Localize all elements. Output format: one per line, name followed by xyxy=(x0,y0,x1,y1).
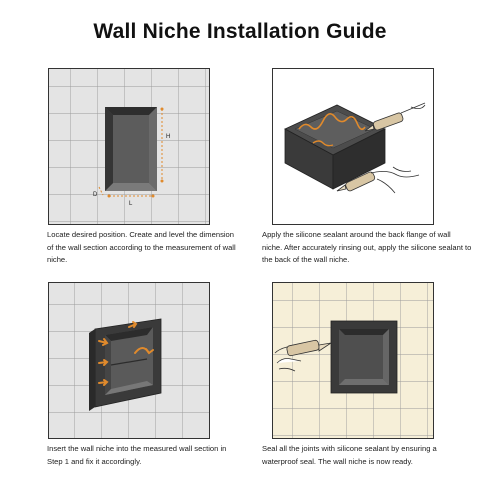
step-2-caption: Apply the silicone sealant around the back flange of wall niche. After accurately rinsing out, apply the silicone sealant to the back of the wall niche. xyxy=(262,230,472,264)
length-label: L xyxy=(129,201,133,207)
wall-cutout xyxy=(105,107,157,191)
step-1-illustration xyxy=(48,68,210,225)
depth-label: D xyxy=(93,192,98,198)
step-3-illustration xyxy=(48,282,210,439)
page-title: Wall Niche Installation Guide xyxy=(93,20,387,43)
step-3-caption: Insert the wall niche into the measured wall section in Step 1 and fix it accordingly. xyxy=(47,444,227,466)
step-1-caption: Locate desired position. Create and level the dimension of the wall section according to the measurement of wall niche. xyxy=(47,230,236,264)
height-label: H xyxy=(166,134,171,140)
installed-niche xyxy=(331,321,397,393)
step-4-caption: Seal all the joints with silicone sealant by ensuring a waterproof seal. The wall niche is now ready. xyxy=(262,444,437,466)
step-2-illustration xyxy=(272,68,434,225)
step-4-illustration xyxy=(272,282,434,439)
